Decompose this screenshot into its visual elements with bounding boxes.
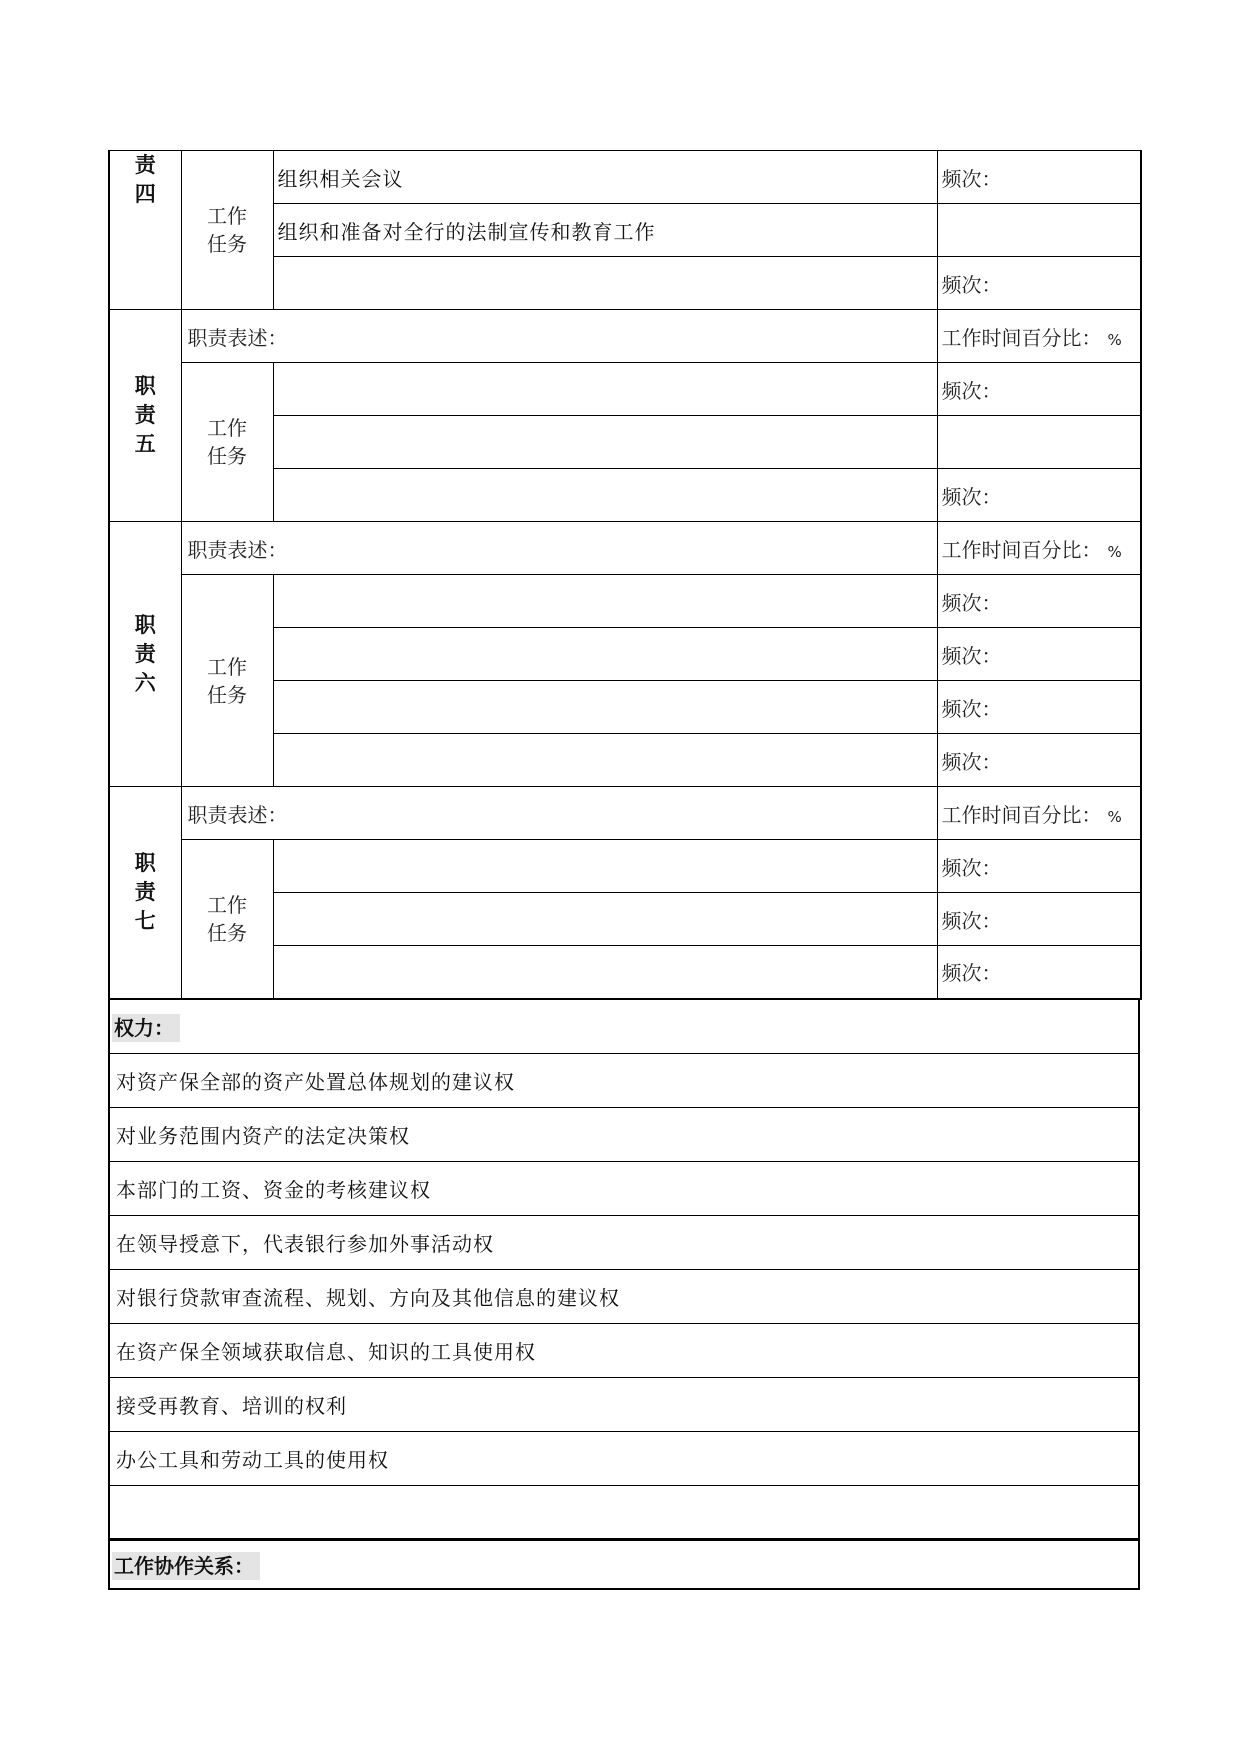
frequency-cell[interactable] [937,204,1141,257]
responsibility-label-char: 职 [134,374,156,398]
task-header-line: 工作 [207,204,247,228]
percentage-label: 工作时间百分比： [941,802,1102,827]
powers-table [108,999,1140,1591]
task-text[interactable]: 组织和准备对全行的法制宣传和教育工作 [273,204,937,257]
frequency-cell[interactable]: 频次： [937,840,1141,893]
power-item[interactable]: 本部门的工资、资金的考核建议权 [109,1161,1139,1215]
task-text[interactable] [273,575,937,628]
task-text[interactable] [273,893,937,946]
description-label: 职责表述： [187,325,288,350]
task-text[interactable] [273,734,937,787]
task-text[interactable] [273,840,937,893]
power-item-row [109,1431,1139,1485]
responsibility-row [109,151,1141,204]
work-time-percentage[interactable] [937,310,1141,363]
task-header [181,840,273,999]
task-row [109,840,1141,893]
work-time-percentage[interactable] [937,522,1141,575]
task-text[interactable] [273,946,937,999]
task-header-line: 任务 [207,444,247,468]
percent-sign: % [1107,330,1122,349]
frequency-cell[interactable]: 频次： [937,734,1141,787]
percent-sign: % [1107,542,1122,561]
task-header-line: 任务 [207,232,247,256]
responsibility-label-char: 职 [134,612,156,637]
task-header-line: 任务 [207,682,247,707]
responsibility-row [109,522,1141,575]
percentage-label: 工作时间百分比： [941,537,1102,562]
task-header [181,575,273,787]
powers-heading [109,999,1139,1053]
responsibility-label-char: 七 [134,908,156,933]
responsibility-label-char: 五 [134,432,156,456]
cooperation-heading [109,1539,1139,1589]
task-header-line: 工作 [207,892,247,917]
responsibility-label-char: 责 [134,403,156,427]
frequency-cell[interactable] [937,416,1141,469]
task-text[interactable] [273,469,937,522]
task-text[interactable] [273,681,937,734]
responsibility-label [109,522,181,787]
power-item[interactable] [109,1485,1139,1539]
description-label: 职责表述： [187,802,288,827]
power-item-row [109,1161,1139,1215]
task-header [181,151,273,310]
job-description-document [108,150,1140,1590]
responsibility-label [109,310,181,522]
frequency-cell[interactable]: 频次： [937,946,1141,999]
frequency-cell[interactable]: 频次： [937,628,1141,681]
power-item-row [109,1485,1139,1539]
frequency-cell[interactable]: 频次： [937,257,1141,310]
task-text[interactable] [273,257,937,310]
cooperation-heading-label: 工作协作关系： [112,1552,260,1580]
frequency-cell[interactable]: 频次： [937,893,1141,946]
responsibility-label-char: 责 [134,641,156,666]
responsibilities-table [108,150,1142,1000]
power-item[interactable]: 对业务范围内资产的法定决策权 [109,1107,1139,1161]
power-item-row [109,1323,1139,1377]
task-header-line: 工作 [207,416,247,440]
power-item[interactable]: 办公工具和劳动工具的使用权 [109,1431,1139,1485]
task-text[interactable] [273,628,937,681]
responsibility-label-char: 四 [134,182,156,206]
frequency-cell[interactable]: 频次： [937,575,1141,628]
task-row [109,575,1141,628]
description-label: 职责表述： [187,537,288,562]
responsibility-row [109,787,1141,840]
percentage-label: 工作时间百分比： [941,325,1102,350]
work-time-percentage[interactable] [937,787,1141,840]
responsibility-label-char: 责 [134,153,156,177]
responsibility-description[interactable] [181,787,937,840]
power-item[interactable]: 在领导授意下，代表银行参加外事活动权 [109,1215,1139,1269]
responsibility-label [109,151,181,310]
responsibility-description[interactable] [181,310,937,363]
task-text[interactable]: 组织相关会议 [273,151,937,204]
frequency-cell[interactable]: 频次： [937,151,1141,204]
task-header [181,363,273,522]
task-header-line: 工作 [207,654,247,679]
task-text[interactable] [273,363,937,416]
task-header-line: 任务 [207,920,247,945]
cooperation-heading-row [109,1539,1139,1589]
power-item[interactable]: 接受再教育、培训的权利 [109,1377,1139,1431]
responsibility-row [109,310,1141,363]
power-item-row [109,1107,1139,1161]
power-item-row [109,1377,1139,1431]
responsibility-label [109,787,181,999]
task-row [109,363,1141,416]
percent-sign: % [1107,807,1122,826]
power-item[interactable]: 对资产保全部的资产处置总体规划的建议权 [109,1053,1139,1107]
powers-heading-row [109,999,1139,1053]
power-item-row [109,1053,1139,1107]
responsibility-description[interactable] [181,522,937,575]
responsibility-label-char: 职 [134,850,156,875]
frequency-cell[interactable]: 频次： [937,469,1141,522]
power-item-row [109,1215,1139,1269]
responsibility-label-char: 责 [134,879,156,904]
power-item[interactable]: 对银行贷款审查流程、规划、方向及其他信息的建议权 [109,1269,1139,1323]
frequency-cell[interactable]: 频次： [937,363,1141,416]
frequency-cell[interactable]: 频次： [937,681,1141,734]
power-item-row [109,1269,1139,1323]
responsibility-label-char: 六 [134,670,156,695]
powers-heading-label: 权力： [112,1014,180,1042]
task-text[interactable] [273,416,937,469]
power-item[interactable]: 在资产保全领域获取信息、知识的工具使用权 [109,1323,1139,1377]
